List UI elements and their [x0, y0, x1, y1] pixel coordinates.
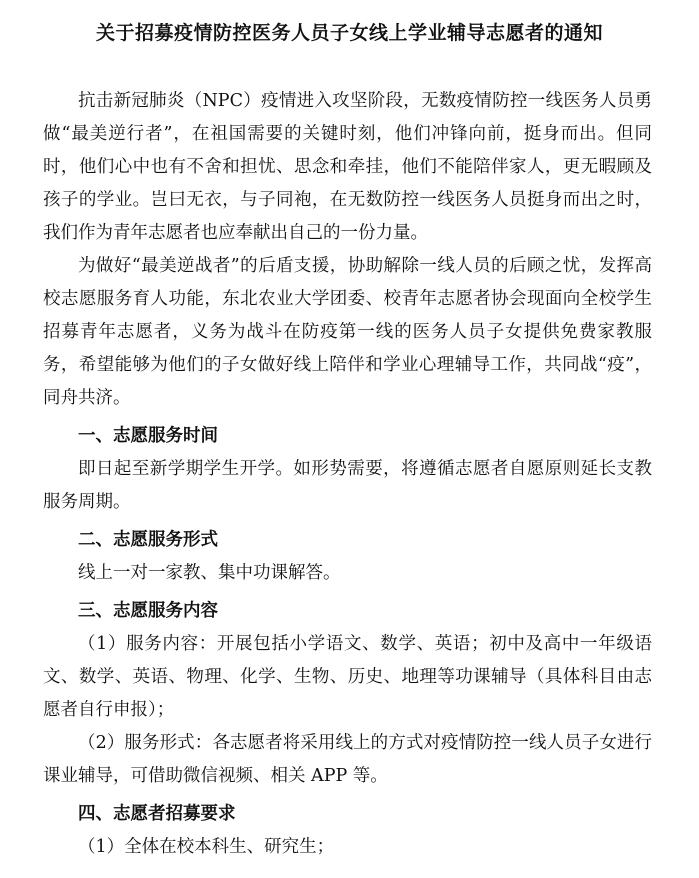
section-text-service-form: 线上一对一家教、集中功课解答。 [78, 563, 341, 583]
section-heading-service-content: 三、志愿服务内容 [78, 601, 218, 621]
intro-paragraph-2: 为做好“最美逆战者”的后盾支援，协助解除一线人员的后顾之忧，发挥高校志愿服务育人功能，东北农业大学团委、校青年志愿者协会现面向全校学生招募青年志愿者，义务为战斗在防疫第一线的医务人员子女提供免费家教服务，希望能够为他们的子女做好线上陪伴和学业心理辅导工作，共同战“疫”，同舟共济。 [43, 256, 652, 408]
document-title: 关于招募疫情防控医务人员子女线上学业辅导志愿者的通知 [95, 22, 603, 44]
section-text-service-time: 即日起至新学期学生开学。如形势需要，将遵循志愿者自愿原则延长支教服务周期。 [43, 459, 652, 512]
section-heading-requirements: 四、志愿者招募要求 [78, 804, 236, 824]
section-heading-service-time: 一、志愿服务时间 [78, 426, 218, 446]
section-heading-service-form: 二、志愿服务形式 [78, 530, 218, 550]
section-item-content-1: （1）服务内容：开展包括小学语文、数学、英语；初中及高中一年级语文、数学、英语、物理、化学、生物、历史、地理等功课辅导（具体科目由志愿者自行申报）； [43, 634, 652, 720]
section-item-content-2: （2）服务形式：各志愿者将采用线上的方式对疫情防控一线人员子女进行课业辅导，可借助微信视频、相关 APP 等。 [43, 733, 652, 786]
document-body [43, 85, 652, 864]
intro-paragraph-1: 抗击新冠肺炎（NPC）疫情进入攻坚阶段，无数疫情防控一线医务人员勇做“最美逆行者”，在祖国需要的关键时刻，他们冲锋向前，挺身而出。但同时，他们心中也有不舍和担忧、思念和牵挂，他们不能陪伴家人，更无暇顾及孩子的学业。岂曰无衣，与子同袍，在无数防控一线医务人员挺身而出之时，我们作为青年志愿者也应奉献出自己的一份力量。 [43, 91, 652, 243]
section-item-requirement-1: （1）全体在校本科生、研究生； [78, 837, 335, 857]
